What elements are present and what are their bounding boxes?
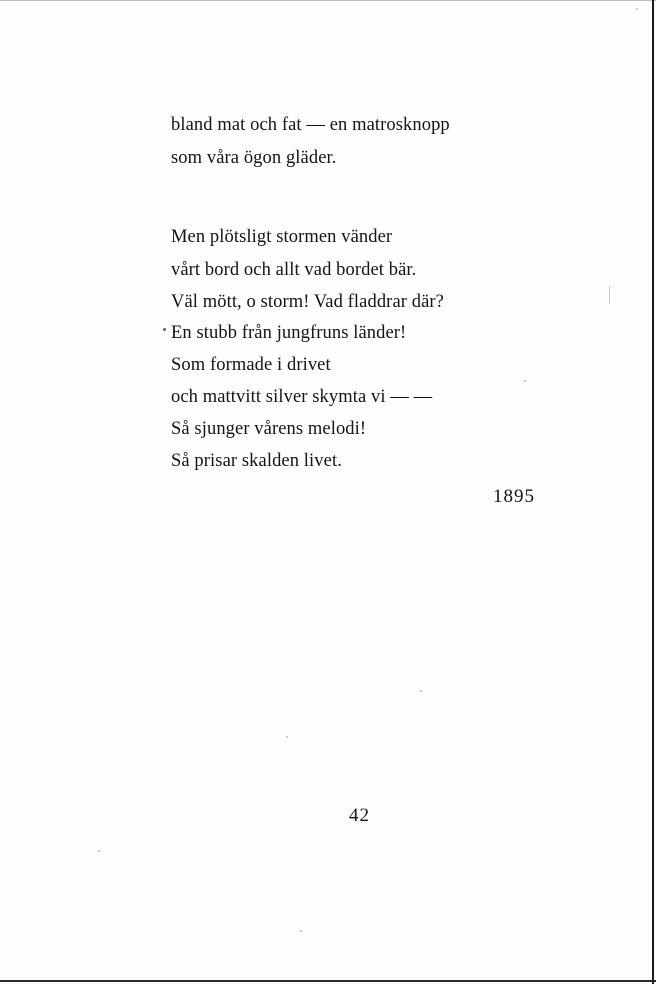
poem-line: Väl mött, o storm! Vad fladdrar där? bbox=[171, 292, 444, 312]
scan-edge-bottom bbox=[0, 980, 656, 982]
scan-mark bbox=[609, 286, 610, 304]
poem-line: Så sjunger vårens melodi! bbox=[171, 419, 367, 439]
paper-speck bbox=[636, 8, 638, 10]
paper-speck bbox=[286, 736, 288, 738]
paper-speck bbox=[420, 690, 422, 692]
poem-line: vårt bord och allt vad bordet bär. bbox=[171, 260, 417, 280]
scan-edge-right bbox=[652, 0, 654, 984]
paper-speck bbox=[524, 380, 526, 382]
poem-line: som våra ögon gläder. bbox=[171, 148, 337, 168]
paper-speck bbox=[300, 930, 302, 932]
poem-line: Så prisar skalden livet. bbox=[171, 451, 342, 471]
page-number: 42 bbox=[349, 805, 370, 826]
poem-line: och mattvitt silver skymta vi — — bbox=[171, 387, 433, 407]
paper-speck bbox=[98, 850, 100, 852]
poem-line: bland mat och fat — en matrosknopp bbox=[171, 115, 450, 135]
margin-dot bbox=[163, 328, 166, 331]
poem-year: 1895 bbox=[493, 486, 535, 507]
poem-line: En stubb från jungfruns länder! bbox=[171, 323, 407, 343]
poem-line: Men plötsligt stormen vänder bbox=[171, 227, 393, 247]
scan-edge-top bbox=[0, 0, 656, 1]
poem-line: Som formade i drivet bbox=[171, 355, 331, 375]
